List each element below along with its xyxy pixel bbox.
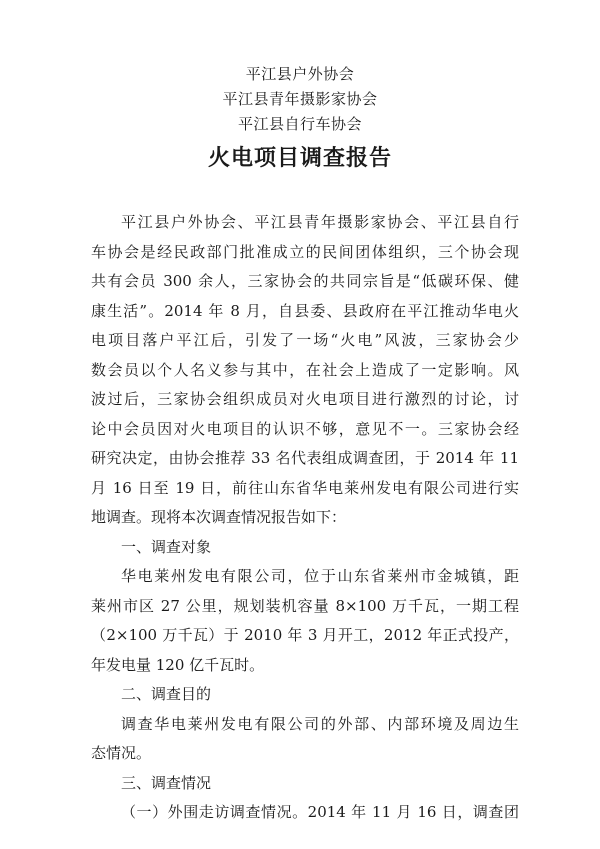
organization-list	[0, 62, 600, 137]
intro-line: 车协会是经民政部门批准成立的民间团体组织，三个协会现	[91, 242, 519, 261]
survey-object-line: （2×100 万千瓦）于 2010 年 3 月开工，2012 年正式投产，	[91, 626, 519, 644]
survey-object-line: 莱州市区 27 公里，规划装机容量 8×100 万千瓦，一期工程	[91, 596, 519, 615]
intro-line: 论中会员因对火电项目的认识不够，意见不一。三家协会经	[91, 419, 519, 438]
section-heading-survey-findings: 三、调查情况	[121, 773, 212, 792]
survey-object-line: 华电莱州发电有限公司，位于山东省莱州市金城镇，距	[121, 567, 519, 585]
survey-purpose-paragraph	[91, 710, 519, 769]
org-name-cycling-association: 平江县自行车协会	[237, 115, 362, 133]
report-body	[91, 208, 519, 828]
org-name-photography-association: 平江县青年摄影家协会	[222, 90, 378, 108]
intro-line: 月 16 日至 19 日，前往山东省华电莱州发电有限公司进行实	[91, 478, 519, 497]
intro-paragraph	[91, 208, 519, 533]
intro-line: 研究决定，由协会推荐 33 名代表组成调查团，于 2014 年 11	[91, 449, 519, 467]
intro-line: 平江县户外协会、平江县青年摄影家协会、平江县自行	[121, 213, 519, 231]
intro-line: 康生活”。2014 年 8 月，自县委、县政府在平江推动华电火	[91, 301, 519, 320]
intro-line: 波过后，三家协会组织成员对火电项目进行激烈的讨论，讨	[91, 390, 519, 408]
intro-line: 数会员以个人名义参与其中，在社会上造成了一定影响。风	[91, 360, 519, 379]
report-title: 火电项目调查报告	[207, 146, 392, 171]
section-heading-survey-purpose: 二、调查目的	[121, 685, 212, 703]
survey-findings-line: （一）外围走访调查情况。2014 年 11 月 16 日，调查团	[121, 803, 519, 821]
survey-purpose-line: 态情况。	[91, 744, 152, 762]
survey-findings-paragraph	[91, 798, 519, 828]
org-name-outdoor-association: 平江县户外协会	[245, 65, 355, 83]
survey-object-line: 年发电量 120 亿千瓦时。	[91, 655, 265, 674]
survey-object-paragraph	[91, 562, 519, 680]
section-heading-survey-object: 一、调查对象	[121, 537, 212, 556]
survey-purpose-line: 调查华电莱州发电有限公司的外部、内部环境及周边生	[121, 714, 519, 733]
intro-line: 电项目落户平江后，引发了一场“火电”风波，三家协会少	[91, 331, 519, 349]
intro-line: 共有会员 300 余人，三家协会的共同宗旨是“低碳环保、健	[91, 272, 519, 290]
intro-line: 地调查。现将本次调查情况报告如下：	[91, 508, 347, 526]
